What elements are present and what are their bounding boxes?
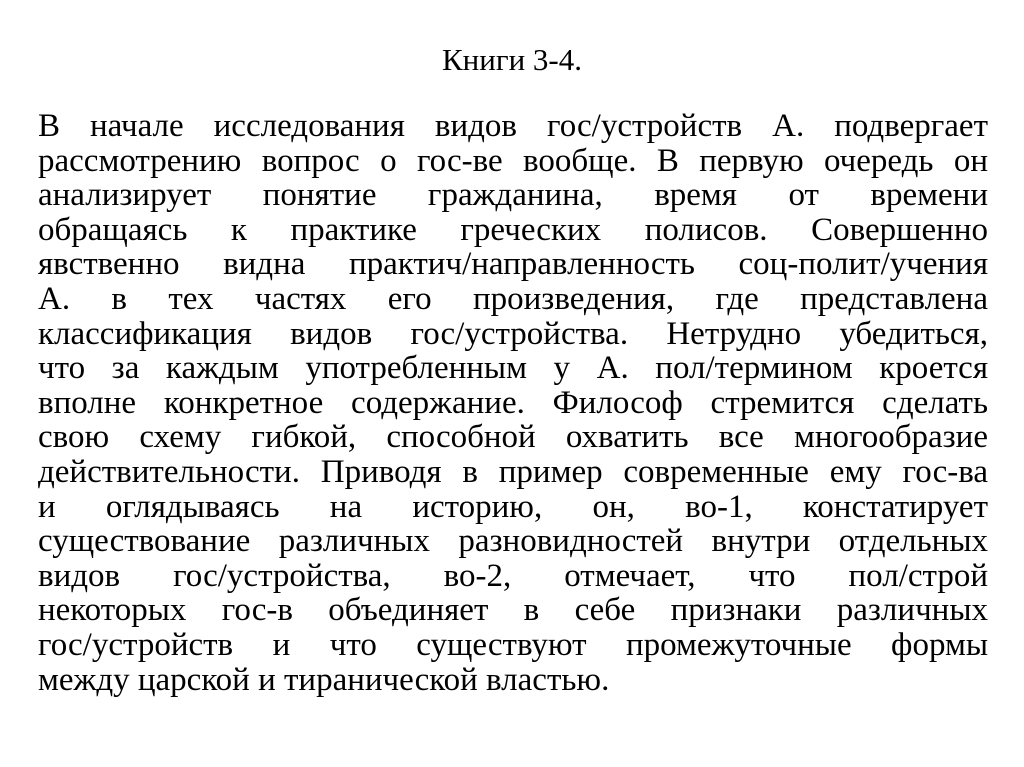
body-paragraph [38, 109, 988, 697]
text-line: А. в тех частях его произведения, где представлена [38, 280, 988, 317]
text-line: между царской и тиранической властью. [38, 661, 610, 698]
slide-title: Книги 3-4. [442, 42, 582, 77]
text-line: существование различных разновидностей внутри отдельных [38, 523, 988, 560]
text-line: анализирует понятие гражданина, время от времени [38, 177, 988, 214]
text-line: явственно видна практич/направленность соц-полит/учения [38, 246, 988, 283]
text-line: и оглядываясь на историю, он, во-1, констатирует [38, 488, 988, 525]
text-line: свою схему гибкой, способной охватить все многообразие [38, 419, 988, 456]
text-line: видов гос/устройства, во-2, отмечает, что пол/строй [38, 557, 988, 594]
text-line: классификация видов гос/устройства. Нетрудно убедиться, [38, 315, 988, 352]
text-line: вполне конкретное содержание. Философ стремится сделать [38, 384, 988, 421]
text-line: гос/устройств и что существуют промежуточные формы [38, 626, 988, 663]
text-line: некоторых гос-в объединяет в себе признаки различных [38, 592, 988, 629]
text-line: обращаясь к практике греческих полисов. Совершенно [38, 211, 988, 248]
text-line: рассмотрению вопрос о гос-ве вообще. В первую очередь он [38, 142, 988, 179]
text-line: действительности. Приводя в пример современные ему гос-ва [38, 453, 988, 490]
text-line: что за каждым употребленным у А. пол/термином кроется [38, 350, 988, 387]
text-line: В начале исследования видов гос/устройств А. подвергает [38, 108, 988, 144]
